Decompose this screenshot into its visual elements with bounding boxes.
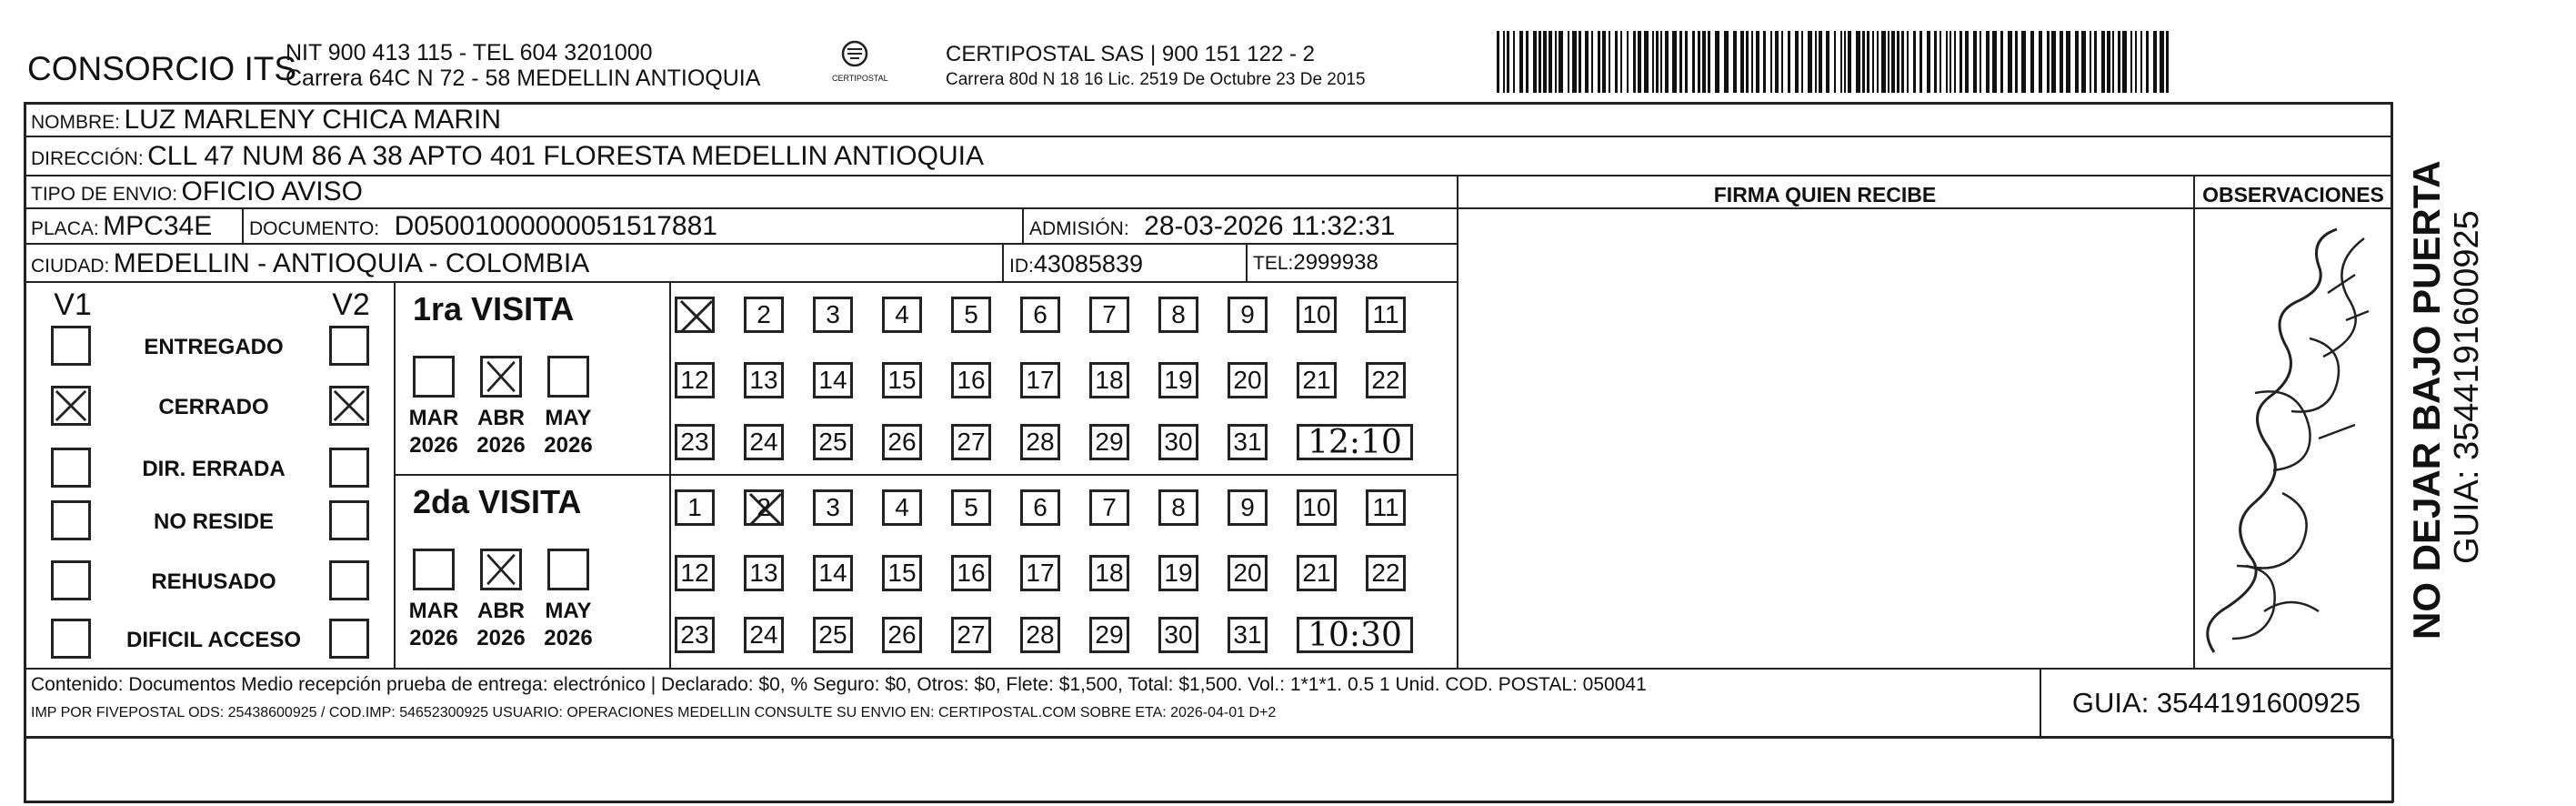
day-checkbox[interactable] xyxy=(1366,489,1406,526)
day-checkbox[interactable] xyxy=(1366,362,1406,398)
day-number: 29 xyxy=(1095,428,1124,456)
signature xyxy=(2200,211,2391,661)
tipo-row xyxy=(31,178,363,206)
day-number: 29 xyxy=(1095,620,1124,649)
day-number: 3 xyxy=(826,300,840,328)
month-label xyxy=(535,405,602,459)
day-number: 11 xyxy=(1372,300,1399,328)
direccion-row xyxy=(31,143,984,170)
month-label xyxy=(467,598,535,652)
day-checkbox[interactable] xyxy=(1020,362,1060,398)
day-number: 18 xyxy=(1095,559,1124,587)
admision-row xyxy=(1029,213,1395,240)
day-number: 22 xyxy=(1371,366,1400,394)
day-number: 19 xyxy=(1164,366,1193,394)
month-year: 2026 xyxy=(476,626,526,650)
day-checkbox[interactable] xyxy=(951,617,991,653)
ciudad-value: MEDELLIN - ANTIOQUIA - COLOMBIA xyxy=(113,248,590,278)
month-year: 2026 xyxy=(544,433,593,458)
day-number: 25 xyxy=(818,428,847,456)
v1-checkbox[interactable] xyxy=(51,386,91,426)
month-label xyxy=(467,405,535,459)
v1-checkbox[interactable] xyxy=(51,326,91,366)
day-checkbox[interactable] xyxy=(882,489,922,526)
day-number: 12 xyxy=(680,559,709,587)
day-checkbox[interactable] xyxy=(1228,617,1268,653)
day-number: 9 xyxy=(1240,493,1255,521)
day-checkbox[interactable] xyxy=(675,362,715,398)
day-number: 8 xyxy=(1171,493,1186,521)
visit-time-value: 10:30 xyxy=(1308,616,1402,654)
day-number: 21 xyxy=(1302,366,1331,394)
day-number: 24 xyxy=(749,428,778,456)
v1-checkbox[interactable] xyxy=(51,619,91,659)
day-checkbox[interactable] xyxy=(1020,617,1060,653)
day-number: 28 xyxy=(1026,620,1055,649)
day-checkbox[interactable] xyxy=(1297,362,1337,398)
day-number: 9 xyxy=(1240,300,1255,328)
day-checkbox[interactable] xyxy=(1366,555,1406,591)
day-checkbox[interactable] xyxy=(1089,489,1129,526)
certipostal-logo xyxy=(823,38,887,89)
courier-name: CERTIPOSTAL SAS | 900 151 122 - 2 xyxy=(946,42,1315,66)
day-checkbox[interactable] xyxy=(1228,489,1268,526)
month-name: ABR xyxy=(477,406,525,430)
id-value: 43085839 xyxy=(1033,250,1143,277)
day-number: 14 xyxy=(818,559,847,587)
day-number: 6 xyxy=(1033,493,1047,521)
nombre-value: LUZ MARLENY CHICA MARIN xyxy=(124,105,501,135)
month-checkbox[interactable] xyxy=(480,356,522,398)
nombre-label: NOMBRE: xyxy=(31,112,121,133)
day-number: 16 xyxy=(957,559,986,587)
day-number: 10 xyxy=(1302,300,1331,328)
month-name: MAR xyxy=(408,599,459,623)
day-checkbox[interactable] xyxy=(882,424,922,460)
tel-row xyxy=(1253,252,1378,274)
day-checkbox[interactable] xyxy=(1089,362,1129,398)
tel-label: TEL: xyxy=(1253,253,1294,274)
observaciones-header: OBSERVACIONES xyxy=(2202,183,2384,207)
day-number: 12 xyxy=(680,366,709,394)
barcode xyxy=(1497,31,2173,93)
day-checkbox[interactable] xyxy=(1020,424,1060,460)
day-checkbox[interactable] xyxy=(951,555,991,591)
day-number: 23 xyxy=(680,620,709,649)
day-number: 7 xyxy=(1102,493,1117,521)
side-guia: GUIA: 3544191600925 xyxy=(2448,210,2486,564)
documento-row xyxy=(249,213,717,240)
day-checkbox[interactable] xyxy=(1297,489,1337,526)
day-number: 21 xyxy=(1302,559,1331,587)
day-checkbox[interactable] xyxy=(813,617,853,653)
day-checkbox[interactable] xyxy=(675,617,715,653)
day-checkbox[interactable] xyxy=(1158,297,1198,333)
company-nit: NIT 900 413 115 - TEL 604 3201000 xyxy=(286,40,653,65)
day-number: 4 xyxy=(895,493,909,521)
visit-time[interactable] xyxy=(1297,424,1413,460)
day-number: 13 xyxy=(749,366,778,394)
v2-checkbox[interactable] xyxy=(329,500,369,540)
v1-checkbox[interactable] xyxy=(51,560,91,600)
tipo-label: TIPO DE ENVIO: xyxy=(31,184,178,205)
ciudad-label: CIUDAD: xyxy=(31,256,110,277)
day-checkbox[interactable] xyxy=(1158,489,1198,526)
day-checkbox[interactable] xyxy=(1089,424,1129,460)
v2-checkbox[interactable] xyxy=(329,326,369,366)
day-checkbox[interactable] xyxy=(1020,555,1060,591)
month-year: 2026 xyxy=(544,626,593,650)
footer-line-2: IMP POR FIVEPOSTAL ODS: 25438600925 / COD.IMP: 54652300925 USUARIO: OPERACIONES MEDELLIN CONSULTE SU ENVIO EN: CERTIPOSTAL.COM SOBRE ETA: 2026-04-01 D+2 xyxy=(31,705,1277,720)
day-number: 15 xyxy=(887,366,917,394)
day-number: 31 xyxy=(1233,428,1262,456)
month-name: ABR xyxy=(477,599,525,623)
day-number: 22 xyxy=(1371,559,1400,587)
day-checkbox[interactable] xyxy=(1297,555,1337,591)
day-checkbox[interactable] xyxy=(744,489,784,526)
day-number: 20 xyxy=(1233,366,1262,394)
day-checkbox[interactable] xyxy=(813,362,853,398)
day-checkbox[interactable] xyxy=(813,489,853,526)
status-label: NO RESIDE xyxy=(153,509,275,534)
month-checkbox[interactable] xyxy=(547,356,589,398)
footer-guia: GUIA: 3544191600925 xyxy=(2071,687,2361,719)
day-checkbox[interactable] xyxy=(1228,555,1268,591)
day-checkbox[interactable] xyxy=(675,555,715,591)
day-number: 30 xyxy=(1164,620,1193,649)
day-checkbox[interactable] xyxy=(1158,555,1198,591)
month-checkbox[interactable] xyxy=(480,549,522,590)
day-number: 8 xyxy=(1171,300,1186,328)
day-number: 20 xyxy=(1233,559,1262,587)
company-address: Carrera 64C N 72 - 58 MEDELLIN ANTIOQUIA xyxy=(286,65,761,91)
day-checkbox[interactable] xyxy=(675,297,715,333)
v2-label: V2 xyxy=(332,287,370,322)
day-checkbox[interactable] xyxy=(1228,362,1268,398)
visit-time-value: 12:10 xyxy=(1308,423,1402,461)
id-row xyxy=(1009,252,1143,277)
day-checkbox[interactable] xyxy=(1089,617,1129,653)
visit-title: 2da VISITA xyxy=(413,483,582,520)
logo-text: CERTIPOSTAL xyxy=(832,74,888,83)
day-number: 7 xyxy=(1102,300,1117,328)
day-number: 13 xyxy=(749,559,778,587)
day-checkbox[interactable] xyxy=(813,424,853,460)
month-year: 2026 xyxy=(409,433,458,458)
documento-label: DOCUMENTO: xyxy=(249,218,380,239)
day-number: 10 xyxy=(1302,493,1331,521)
day-number: 3 xyxy=(826,493,840,521)
status-label: REHUSADO xyxy=(151,569,276,594)
day-number: 14 xyxy=(818,366,847,394)
day-checkbox[interactable] xyxy=(813,297,853,333)
month-name: MAY xyxy=(545,406,592,430)
day-number: 26 xyxy=(887,620,917,649)
day-number: 26 xyxy=(887,428,917,456)
courier-address: Carrera 80d N 18 16 Lic. 2519 De Octubre 23 De 2015 xyxy=(946,70,1366,89)
day-number: 31 xyxy=(1233,620,1262,649)
day-number: 19 xyxy=(1164,559,1193,587)
month-checkbox[interactable] xyxy=(413,549,455,590)
day-checkbox[interactable] xyxy=(1228,424,1268,460)
month-year: 2026 xyxy=(409,626,458,650)
day-number: 30 xyxy=(1164,428,1193,456)
day-number: 2 xyxy=(757,300,771,328)
footer-line-1: Contenido: Documentos Medio recepción prueba de entrega: electrónico | Declarado: $0, % Seguro: $0, Otros: $0, Flete: $1,500, Total: $1,500. Vol.: 1*1*1. 0.5 1 Unid. COD. POSTAL: 050041 xyxy=(31,674,1647,695)
day-number: 2 xyxy=(757,493,771,521)
placa-label: PLACA: xyxy=(31,218,99,239)
month-label xyxy=(535,598,602,652)
month-label xyxy=(400,598,467,652)
day-checkbox[interactable] xyxy=(813,555,853,591)
day-checkbox[interactable] xyxy=(882,297,922,333)
day-number: 5 xyxy=(964,300,978,328)
admision-value: 28-03-2026 11:32:31 xyxy=(1144,211,1396,241)
day-checkbox[interactable] xyxy=(1020,297,1060,333)
v2-checkbox[interactable] xyxy=(329,560,369,600)
v1-checkbox[interactable] xyxy=(51,448,91,488)
visit-title: 1ra VISITA xyxy=(413,290,575,327)
day-checkbox[interactable] xyxy=(744,555,784,591)
day-checkbox[interactable] xyxy=(744,297,784,333)
documento-value: D05001000000051517881 xyxy=(394,211,717,241)
month-label xyxy=(400,405,467,459)
month-checkbox[interactable] xyxy=(547,549,589,590)
placa-row xyxy=(31,213,212,240)
month-name: MAR xyxy=(408,406,459,430)
day-number: 17 xyxy=(1026,559,1055,587)
ciudad-row xyxy=(31,250,589,277)
day-checkbox[interactable] xyxy=(1020,489,1060,526)
day-checkbox[interactable] xyxy=(744,617,784,653)
day-checkbox[interactable] xyxy=(1297,297,1337,333)
day-checkbox[interactable] xyxy=(744,424,784,460)
day-checkbox[interactable] xyxy=(744,362,784,398)
day-checkbox[interactable] xyxy=(951,297,991,333)
day-number: 25 xyxy=(818,620,847,649)
status-label: ENTREGADO xyxy=(144,335,284,359)
month-name: MAY xyxy=(545,599,592,623)
day-checkbox[interactable] xyxy=(675,489,715,526)
day-number: 6 xyxy=(1033,300,1047,328)
day-number: 23 xyxy=(680,428,709,456)
month-checkbox[interactable] xyxy=(413,356,455,398)
day-checkbox[interactable] xyxy=(675,424,715,460)
id-label: ID: xyxy=(1009,256,1034,277)
status-label: CERRADO xyxy=(158,395,269,419)
day-checkbox[interactable] xyxy=(1089,297,1129,333)
day-checkbox[interactable] xyxy=(951,489,991,526)
v2-checkbox[interactable] xyxy=(329,386,369,426)
day-number: 15 xyxy=(887,559,917,587)
day-checkbox[interactable] xyxy=(1228,297,1268,333)
direccion-label: DIRECCIÓN: xyxy=(31,148,144,169)
day-number: 17 xyxy=(1026,366,1055,394)
day-number: 11 xyxy=(1372,493,1399,521)
day-checkbox[interactable] xyxy=(951,362,991,398)
v1-checkbox[interactable] xyxy=(51,500,91,540)
day-checkbox[interactable] xyxy=(1158,362,1198,398)
day-checkbox[interactable] xyxy=(1158,617,1198,653)
day-checkbox[interactable] xyxy=(882,617,922,653)
status-label: DIR. ERRADA xyxy=(142,457,286,481)
day-number: 24 xyxy=(749,620,778,649)
day-checkbox[interactable] xyxy=(882,362,922,398)
day-number: 18 xyxy=(1095,366,1124,394)
day-checkbox[interactable] xyxy=(1089,555,1129,591)
tipo-value: OFICIO AVISO xyxy=(181,176,363,207)
status-label: DIFICIL ACCESO xyxy=(125,628,301,652)
visit-time[interactable] xyxy=(1297,617,1413,653)
month-year: 2026 xyxy=(476,433,526,458)
admision-label: ADMISIÓN: xyxy=(1029,218,1129,239)
v2-checkbox[interactable] xyxy=(329,448,369,488)
day-number: 1 xyxy=(687,493,702,521)
day-checkbox[interactable] xyxy=(1366,297,1406,333)
placa-value: MPC34E xyxy=(103,211,213,241)
v2-checkbox[interactable] xyxy=(329,619,369,659)
day-checkbox[interactable] xyxy=(1158,424,1198,460)
side-warning: NO DEJAR BAJO PUERTA xyxy=(2405,160,2448,640)
company-name: CONSORCIO ITS xyxy=(27,50,297,87)
day-number: 27 xyxy=(957,428,986,456)
day-checkbox[interactable] xyxy=(951,424,991,460)
day-number: 5 xyxy=(964,493,978,521)
v1-label: V1 xyxy=(54,287,92,322)
day-number: 27 xyxy=(957,620,986,649)
tel-value: 2999938 xyxy=(1293,250,1378,275)
day-checkbox[interactable] xyxy=(882,555,922,591)
firma-header: FIRMA QUIEN RECIBE xyxy=(1713,183,1937,207)
direccion-value: CLL 47 NUM 86 A 38 APTO 401 FLORESTA MEDELLIN ANTIOQUIA xyxy=(147,141,984,171)
day-number: 4 xyxy=(895,300,909,328)
nombre-row xyxy=(31,106,501,134)
day-number: 16 xyxy=(957,366,986,394)
day-number: 28 xyxy=(1026,428,1055,456)
